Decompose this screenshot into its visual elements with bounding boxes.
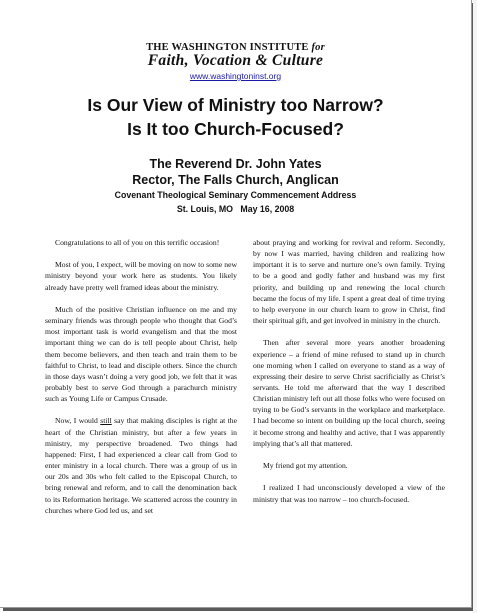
page-title-line2: Is It too Church-Focused? bbox=[127, 119, 344, 139]
institute-name-text: THE WASHINGTON INSTITUTE bbox=[146, 42, 309, 53]
speaker-role: Rector, The Falls Church, Anglican bbox=[132, 173, 339, 187]
paragraph: My friend got my attention. bbox=[263, 461, 348, 471]
paragraph: Much of the positive Christian influence on me and my seminary friends was through people who thought that God’s most important task is world evangelism and that the most important thing we can do is tell people about Christ, help them become believers, and then teach and train them to be faithful to Christ, to lead and disciple others. Since the church in those days wasn’t doing a very good job, we felt that it was probably best to serve God through a parachurch ministry such as Young Life or Campus Crusade. bbox=[45, 304, 237, 404]
speaker-name: The Reverend Dr. John Yates bbox=[149, 157, 322, 171]
paragraph-text: say that making disciples is right at the heart of the Christian ministry, but after a few years in ministry, my perspective broadened. Two things had happened: First, I had experienced a clear call from God to enter ministry in a local church. There was a group of us in our 20s and 30s who felt called to the Episcopal Church, to bring renewal and reform, and to call the denomination back to its Reformation heritage. We scattered across the country in churches where God led us, and set bbox=[45, 416, 237, 515]
right-column bbox=[253, 237, 445, 516]
paragraph: Then after several more years another broadening experience – a friend of mine refused to stand up in church one morning when I called on everyone to stand as a way of expressing their desire to serve Christ sacrificially as Christ’s servants. He told me afterward that the way I described Christian ministry left out all those folks who were focused on trying to be God’s servants in the workplace and marketplace. I had become so intent on building up the local church, seeing it become strong and healthy and active, that I was apparently implying that’s all that mattered. bbox=[253, 338, 445, 448]
underlined-word: still bbox=[100, 416, 112, 426]
institute-for: for bbox=[311, 42, 325, 53]
paragraph: Most of you, I expect, will be moving on now to some new ministry beyond your work here as students. You likely already have pretty well framed ideas about the ministry. bbox=[45, 260, 237, 292]
institute-tagline: Faith, Vocation & Culture bbox=[147, 52, 324, 69]
paragraph: Congratulations to all of you on this terrific occasion! bbox=[55, 238, 220, 247]
paragraph: about praying and working for revival and reform. Secondly, by now I was married, having children and realizing how important it is to serve and nurture one’s own family. Trying to be a good and godly father and husband was my first priority, and building up and renewing the local church became the focus of my life. I spent a great deal of time trying to help everyone in our church learn to grow in Christ, find their spiritual gift, and get involved in ministry in the church. bbox=[253, 238, 445, 326]
paragraph-text: Now, I would bbox=[55, 416, 101, 426]
page-title-line1: Is Our View of Ministry too Narrow? bbox=[87, 95, 384, 115]
occasion: Covenant Theological Seminary Commencement Address bbox=[114, 190, 357, 200]
viewer-edge bbox=[473, 0, 477, 613]
paragraph bbox=[45, 415, 237, 515]
left-column bbox=[45, 237, 237, 527]
institute-url-link[interactable]: www.washingtoninst.org bbox=[189, 71, 282, 81]
place-date: St. Louis, MO May 16, 2008 bbox=[176, 204, 295, 214]
paragraph: I realized I had unconsciously developed a view of the ministry that was too narrow – too church-focused. bbox=[253, 483, 445, 504]
